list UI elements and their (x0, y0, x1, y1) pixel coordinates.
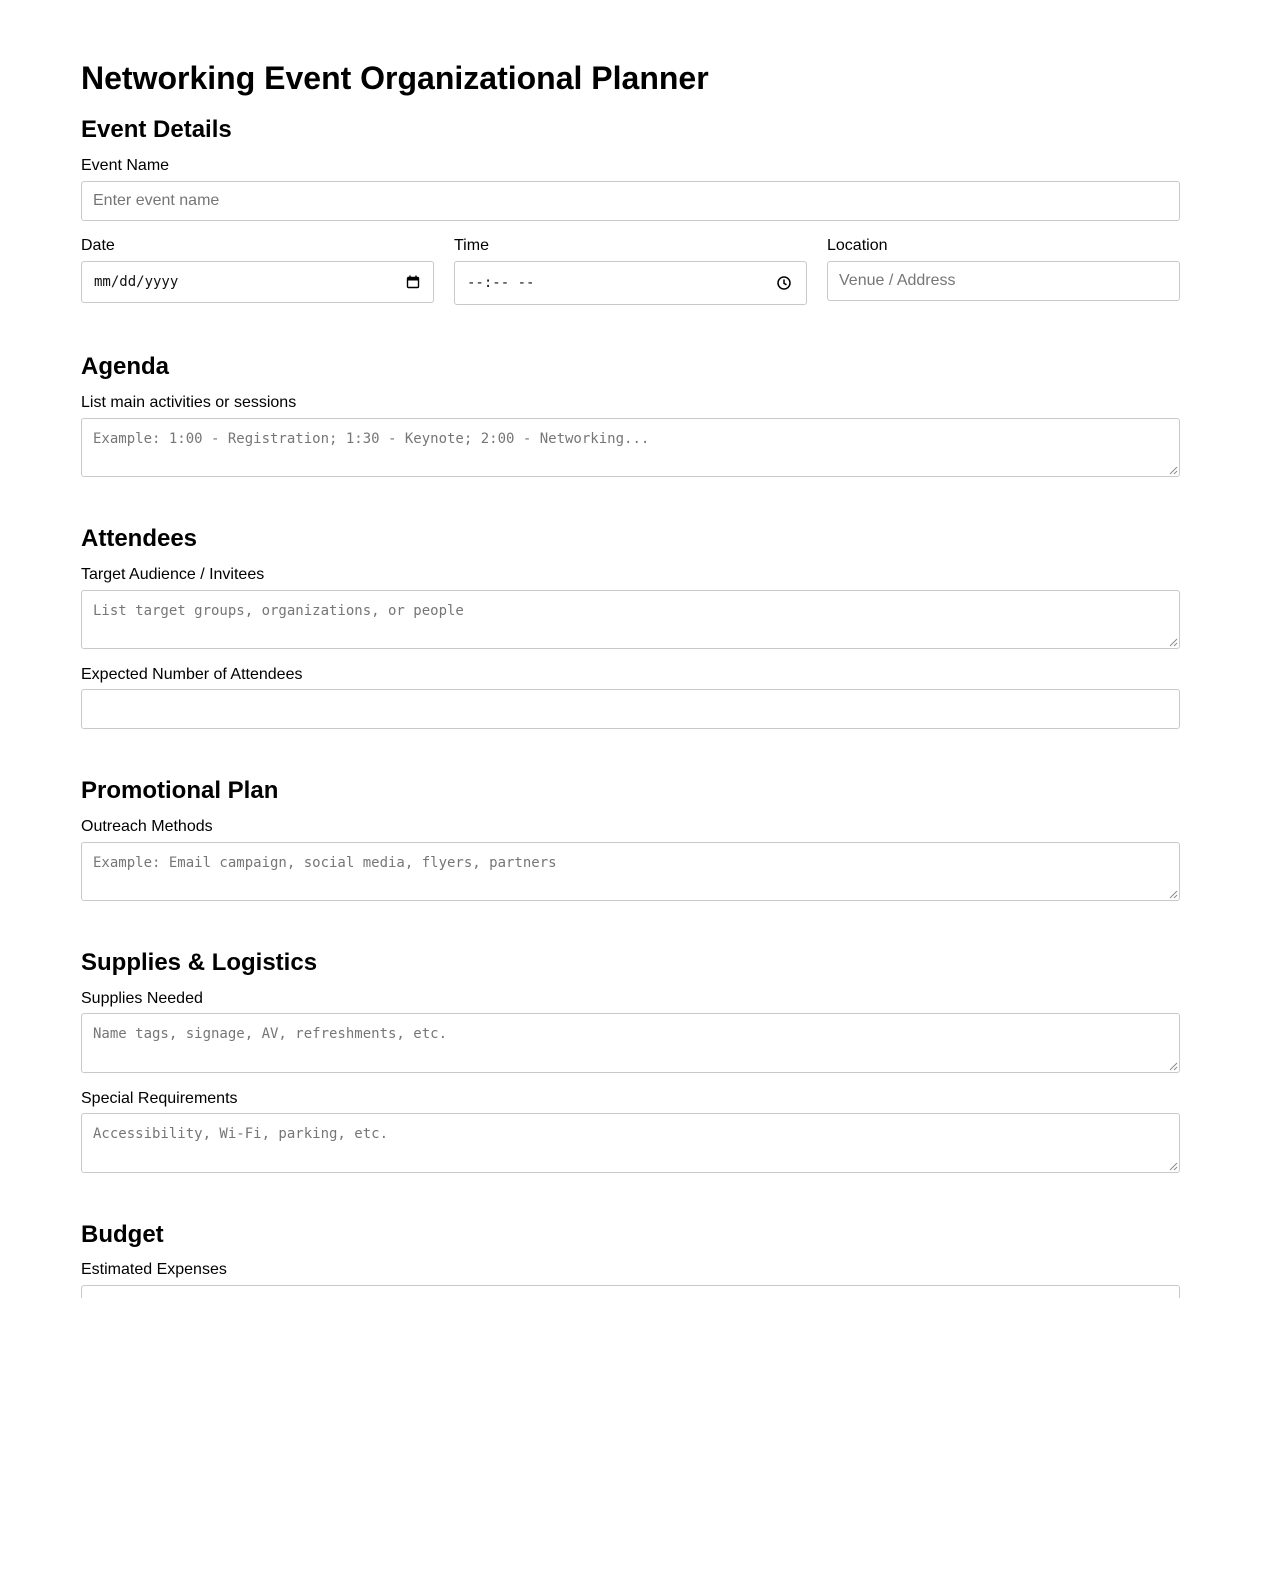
supplies-needed-textarea[interactable] (82, 1014, 1179, 1072)
time-label: Time (454, 237, 489, 254)
resize-handle-icon[interactable] (1168, 889, 1178, 899)
event-name-input[interactable] (82, 182, 1179, 220)
date-label: Date (81, 237, 115, 254)
resize-handle-icon[interactable] (1168, 465, 1178, 475)
agenda-activities-textarea[interactable] (82, 419, 1179, 476)
page-title: Networking Event Organizational Planner (81, 60, 709, 96)
event-name-label: Event Name (81, 157, 170, 174)
section-heading-supplies-logistics: Supplies & Logistics (81, 949, 318, 976)
special-requirements-label: Special Requirements (81, 1090, 238, 1107)
location-field (827, 261, 1180, 301)
time-input-placeholder: --:-- -- (467, 275, 535, 291)
location-label: Location (827, 237, 888, 254)
time-input[interactable] (454, 261, 807, 305)
agenda-activities-label: List main activities or sessions (81, 394, 297, 411)
resize-handle-icon[interactable] (1168, 1061, 1178, 1071)
agenda-activities-field (81, 418, 1180, 477)
event-name-field (81, 181, 1180, 221)
date-input[interactable] (81, 261, 434, 303)
outreach-methods-label: Outreach Methods (81, 818, 213, 835)
outreach-methods-textarea[interactable] (82, 843, 1179, 900)
date-input-placeholder: mm/dd/yyyy (94, 274, 179, 290)
expected-number-field (81, 689, 1180, 729)
estimated-expenses-label: Estimated Expenses (81, 1261, 227, 1278)
target-audience-label: Target Audience / Invitees (81, 566, 265, 583)
section-heading-agenda: Agenda (81, 353, 170, 380)
estimated-expenses-textarea[interactable] (82, 1286, 1179, 1298)
supplies-needed-label: Supplies Needed (81, 990, 203, 1007)
resize-handle-icon[interactable] (1168, 1161, 1178, 1171)
outreach-methods-field (81, 842, 1180, 901)
estimated-expenses-field (81, 1285, 1180, 1298)
target-audience-textarea[interactable] (82, 591, 1179, 648)
section-heading-budget: Budget (81, 1221, 164, 1248)
supplies-needed-field (81, 1013, 1180, 1073)
expected-number-label: Expected Number of Attendees (81, 666, 303, 683)
special-requirements-field (81, 1113, 1180, 1173)
location-input[interactable] (828, 262, 1179, 300)
section-heading-promotional-plan: Promotional Plan (81, 777, 279, 804)
section-heading-event-details: Event Details (81, 116, 232, 143)
resize-handle-icon[interactable] (1168, 637, 1178, 647)
expected-number-input[interactable] (82, 690, 1179, 728)
target-audience-field (81, 590, 1180, 649)
special-requirements-textarea[interactable] (82, 1114, 1179, 1172)
section-heading-attendees: Attendees (81, 525, 198, 552)
calendar-icon[interactable] (405, 274, 421, 290)
clock-icon[interactable] (776, 275, 792, 291)
